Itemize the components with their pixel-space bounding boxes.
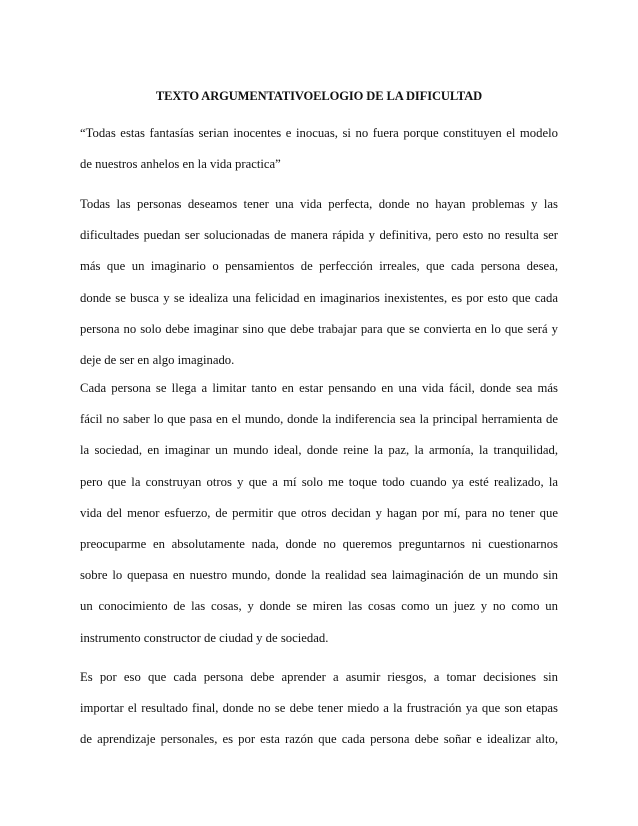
paragraph-line: de aprendizaje personales, es por esta razón que cada persona debe soñar e idealizar alto, [80,732,558,747]
paragraph-line: un conocimiento de las cosas, y donde se miren las cosas como un juez y no como un [80,599,558,614]
paragraph-line: Cada persona se llega a limitar tanto en estar pensando en una vida fácil, donde sea más [80,381,558,395]
paragraph-line: importar el resultado final, donde no se debe tener miedo a la frustración ya que son etapas [80,701,558,716]
paragraph-line: deje de ser en algo imaginado. [80,352,235,367]
paragraph-line: donde se busca y se idealiza una felicidad en imaginarios inexistentes, es por esto que cada [80,290,558,305]
paragraph-line: la sociedad, en imaginar un mundo ideal, donde reine la paz, la armonía, la tranquilidad, [80,443,558,458]
paragraph-line: preocuparme en absolutamente nada, donde no queremos preguntarnos ni cuestionarnos [80,536,558,551]
paragraph-line: más que un imaginario o pensamientos de perfección irreales, que cada persona desea, [80,259,558,274]
paragraph-3 [80,662,558,756]
paragraph-line: dificultades puedan ser solucionadas de manera rápida y definitiva, pero esto no resulta ser [80,228,558,243]
paragraph-line: Todas las personas deseamos tener una vida perfecta, donde no hayan problemas y las [80,197,558,211]
paragraph-1 [80,189,558,376]
paragraph-line: pero que la construyan otros y que a mí solo me toque todo cuando ya esté realizado, la [80,474,558,489]
paragraph-line: persona no solo debe imaginar sino que debe trabajar para que se convierta en lo que será y [80,321,558,336]
paragraph-2 [80,373,558,654]
paragraph-line: vida del menor esfuerzo, de permitir que otros decidan y hagan por mí, para no tener que [80,505,558,520]
quote-line: “Todas estas fantasías serian inocentes e inocuas, si no fuera porque constituyen el modelo [80,126,558,140]
paragraph-line: instrumento constructor de ciudad y de sociedad. [80,630,329,645]
opening-quote [80,118,558,180]
document-title: TEXTO ARGUMENTATIVOELOGIO DE LA DIFICULTAD [155,89,483,103]
quote-line: de nuestros anhelos en la vida practica” [80,157,281,172]
paragraph-line: fácil no saber lo que pasa en el mundo, donde la indiferencia sea la principal herramienta de [80,412,558,427]
paragraph-line: Es por eso que cada persona debe aprender a asumir riesgos, a tomar decisiones sin [80,670,558,684]
paragraph-line: sobre lo quepasa en nuestro mundo, donde la realidad sea laimaginación de un mundo sin [80,568,558,583]
